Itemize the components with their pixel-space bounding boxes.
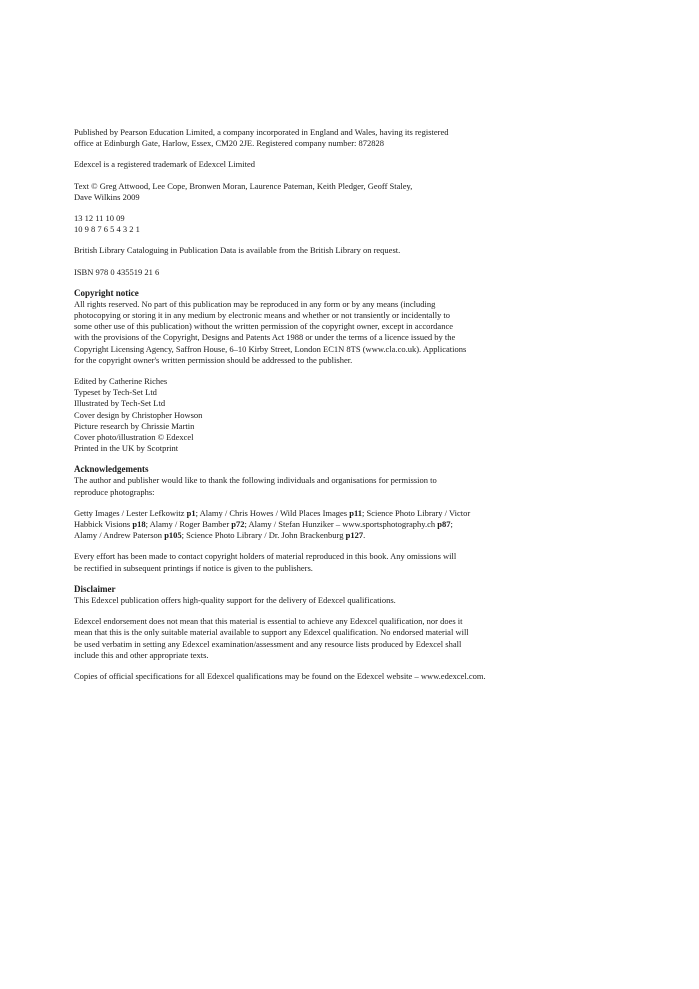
credit-line: Cover design by Christopher Howson (74, 409, 203, 420)
photo-credit-line: Habbick Visions p18; Alamy / Roger Bamber p72; Alamy / Stefan Hunziker – www.sportsphotography.ch p87; (74, 519, 453, 530)
endorsement-statement: Edexcel endorsement does not mean that this material is essential to achieve any Edexcel qualification, nor does it mean that this is the only suitable material available to support any Edexcel qualification. No endorsed material will be used verbatim in setting any Edexcel examination/assessment and any resource lists produced by Edexcel shall include this and other appropriate texts. (74, 616, 469, 660)
photo-credit-line: Getty Images / Lester Lefkowitz p1; Alamy / Chris Howes / Wild Places Images p11; Science Photo Library / Victor (74, 507, 471, 518)
credit-line: Picture research by Chrissie Martin (74, 420, 195, 431)
credit-line: Typeset by Tech-Set Ltd (74, 387, 157, 398)
text-copyright: Text © Greg Attwood, Lee Cope, Bronwen Moran, Laurence Pateman, Keith Pledger, Geoff Staley, Dave Wilkins 2009 (74, 180, 413, 202)
copyright-notice (74, 288, 554, 366)
copyright-line: Copyright Licensing Agency, Saffron House, 6–10 Kirby Street, London EC1N 8TS (www.cla.co.uk). Applications (74, 343, 467, 354)
imprint-page (74, 127, 554, 692)
credit-line: Cover photo/illustration © Edexcel (74, 432, 194, 443)
specifications-statement: Copies of official specifications for all Edexcel qualifications may be found on the Edexcel website – www.edexcel.com. (74, 670, 486, 681)
copyright-line: photocopying or storing it in any medium by electronic means and whether or not transiently or incidentally to (74, 310, 451, 321)
omissions-statement: Every effort has been made to contact copyright holders of material reproduced in this book. Any omissions will be rectified in subsequent printings if notice is given to the publishers. (74, 551, 457, 573)
disclaimer-heading: Disclaimer (74, 583, 116, 594)
acknowledgements-section: Acknowledgements The author and publisher would like to thank the following individuals and organisations for permission to reproduce photographs: Getty Images / Lester Lefkowitz p1; Alamy / Chris Howes / Wild Places Images p11; Science Photo Library / Victor Habbick Visions p18; Alamy / Roger Bamber p72; Alamy / Stefan Hunziker – www.sportsphotography.ch p87; Alamy / Andrew Paterson p105; Science Photo Library / Dr. John Brackenburg p127. Every effort has been made to contact copyright holders of material reproduced in this book. Any omissions will be rectified in subsequent printings if notice is given to the publishers. (74, 464, 554, 573)
photo-credits (74, 508, 554, 542)
cataloguing-statement: British Library Cataloguing in Publication Data is available from the British Library on request. (74, 245, 401, 256)
copyright-line: for the copyright owner's written permission should be addressed to the publisher. (74, 354, 353, 365)
photo-credit-line: Alamy / Andrew Paterson p105; Science Photo Library / Dr. John Brackenburg p127. (74, 530, 366, 541)
copyright-line: All rights reserved. No part of this publication may be reproduced in any form or by any means (including (74, 298, 436, 309)
credit-line: Printed in the UK by Scotprint (74, 443, 179, 454)
print-line: 13 12 11 10 09 10 9 8 7 6 5 4 3 2 1 (74, 213, 140, 235)
copyright-heading: Copyright notice (74, 287, 139, 298)
production-credits (74, 376, 554, 454)
trademark-statement: Edexcel is a registered trademark of Edexcel Limited (74, 159, 256, 170)
disclaimer-section: Disclaimer This Edexcel publication offers high-quality support for the delivery of Edexcel qualifications. Edexcel endorsement does not mean that this material is essential to achieve any Edexcel qualification, nor does it mean that this is the only suitable material available to support any Edexcel qualification. No endorsed material will be used verbatim in setting any Edexcel examination/assessment and any resource lists produced by Edexcel shall include this and other appropriate texts. Copies of official specifications for all Edexcel qualifications may be found on the Edexcel website – www.edexcel.com. (74, 584, 554, 682)
copyright-line: some other use of this publication) without the written permission of the copyright owner, except in accordance (74, 321, 453, 332)
publisher-statement: Published by Pearson Education Limited, a company incorporated in England and Wales, having its registered office at Edinburgh Gate, Harlow, Essex, CM20 2JE. Registered company number: 872828 (74, 127, 449, 149)
copyright-line: with the provisions of the Copyright, Designs and Patents Act 1988 or under the terms of a licence issued by the (74, 332, 456, 343)
acknowledgements-heading: Acknowledgements (74, 464, 149, 475)
isbn: ISBN 978 0 435519 21 6 (74, 266, 160, 277)
credit-line: Illustrated by Tech-Set Ltd (74, 398, 166, 409)
credit-line: Edited by Catherine Riches (74, 376, 168, 387)
